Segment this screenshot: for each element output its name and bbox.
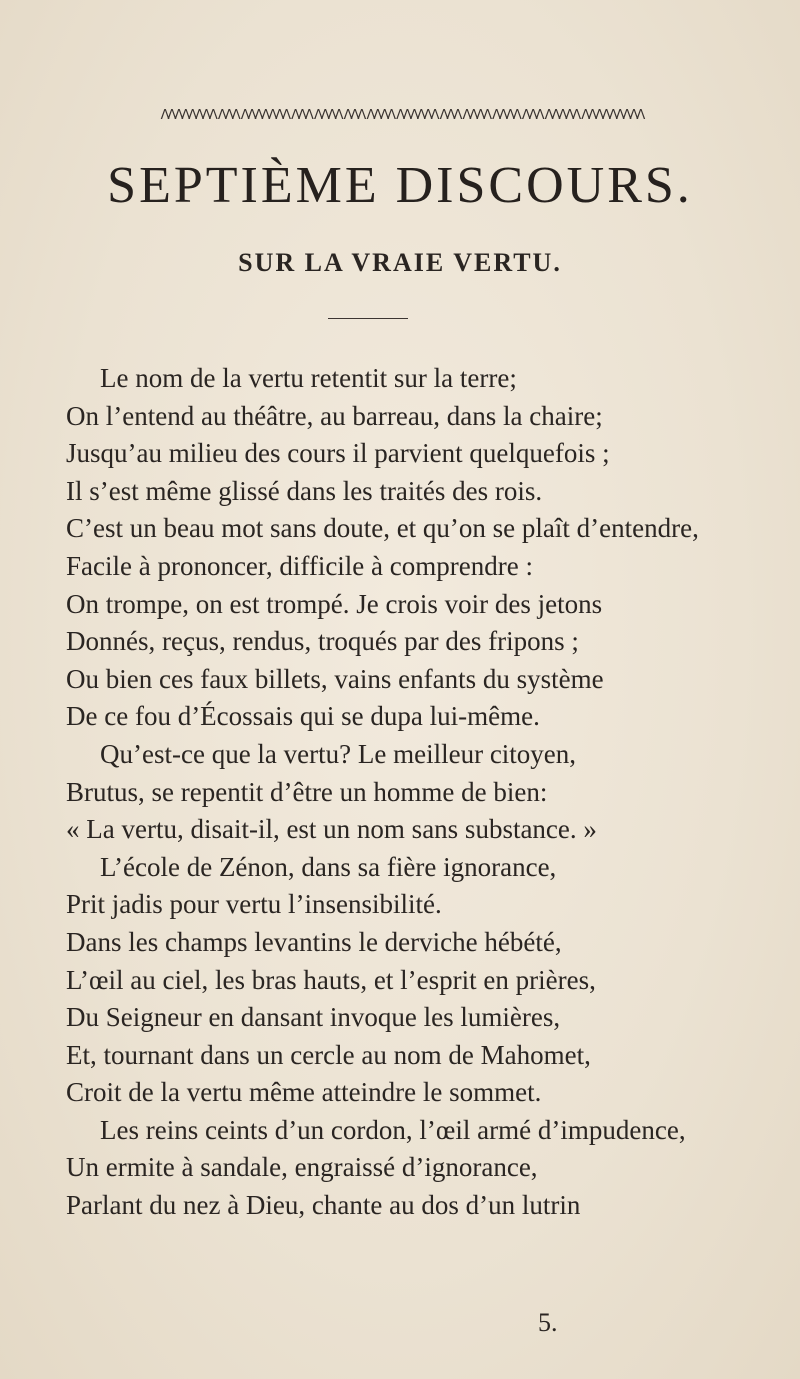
verse-line: Un ermite à sandale, engraissé d’ignorance, [66, 1152, 538, 1183]
decorative-ornament-band: ɅɅɅɅɅɅɅɅ ɅɅɅ ɅɅɅɅɅɅɅ ɅɅɅ ɅɅɅɅ ɅɅɅ ɅɅɅɅ ɅɅɅɅɅɅ ɅɅɅ ɅɅɅɅ ɅɅɅɅ ɅɅɅ ɅɅɅɅɅ ɅɅɅɅɅɅɅɅɅ [160, 108, 644, 123]
verse-line: L’œil au ciel, les bras hauts, et l’esprit en prières, [66, 964, 596, 995]
verse-line: « La vertu, disait-il, est un nom sans substance. » [66, 814, 597, 845]
verse-line: Et, tournant dans un cercle au nom de Mahomet, [66, 1039, 591, 1070]
title-divider-rule [328, 318, 408, 319]
verse-line: Parlant du nez à Dieu, chante au dos d’un lutrin [66, 1190, 581, 1221]
verse-line: Ou bien ces faux billets, vains enfants du système [66, 663, 604, 694]
verse-line: Jusqu’au milieu des cours il parvient quelquefois ; [66, 438, 610, 469]
verse-line: C’est un beau mot sans doute, et qu’on se plaît d’entendre, [66, 513, 699, 544]
verse-line: Prit jadis pour vertu l’insensibilité. [66, 889, 442, 920]
verse-line: Les reins ceints d’un cordon, l’œil armé d’impudence, [100, 1114, 686, 1145]
page-number: 5. [538, 1308, 558, 1337]
verse-line: Du Seigneur en dansant invoque les lumières, [66, 1002, 561, 1033]
chapter-subtitle: SUR LA VRAIE VERTU. [238, 248, 562, 277]
verse-line: Qu’est-ce que la vertu? Le meilleur citoyen, [100, 738, 577, 769]
verse-line: Facile à prononcer, difficile à comprendre : [66, 550, 533, 581]
verse-line: De ce fou d’Écossais qui se dupa lui-même. [66, 701, 540, 732]
verse-line: Croit de la vertu même atteindre le sommet. [66, 1077, 542, 1108]
poem-text [66, 360, 766, 1225]
verse-line: Il s’est même glissé dans les traités des rois. [66, 475, 543, 506]
verse-line: Le nom de la vertu retentit sur la terre; [100, 363, 517, 393]
verse-line: On l’entend au théâtre, au barreau, dans la chaire; [66, 400, 603, 431]
verse-line: On trompe, on est trompé. Je crois voir des jetons [66, 588, 603, 619]
verse-line: L’école de Zénon, dans sa fière ignorance, [100, 851, 557, 882]
verse-line: Dans les champs levantins le derviche hébété, [66, 926, 562, 957]
chapter-title: SEPTIÈME DISCOURS. [107, 157, 693, 214]
verse-line: Brutus, se repentit d’être un homme de bien: [66, 776, 548, 807]
verse-line: Donnés, reçus, rendus, troqués par des fripons ; [66, 626, 579, 657]
